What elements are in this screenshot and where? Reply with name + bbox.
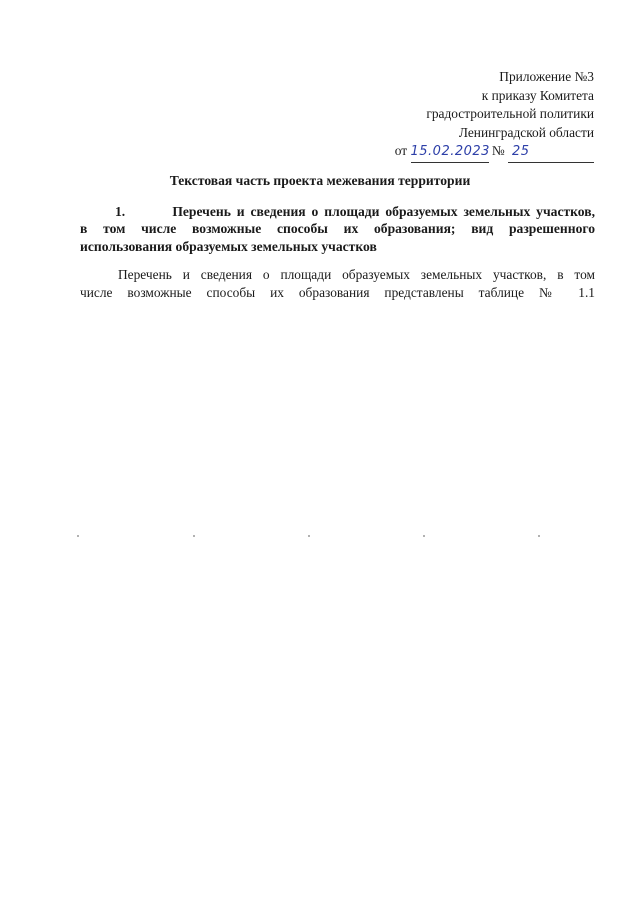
paragraph-row-1: Перечень и сведения о площади образуемых земельных участков, в том <box>118 267 595 282</box>
handwritten-date: 15.02.2023 <box>410 144 490 160</box>
section-number: 1. <box>115 204 126 219</box>
appendix-block <box>395 68 594 163</box>
paragraph-row-2: числе возможные способы их образования представлены таблице № 1.1 <box>80 285 595 300</box>
section-heading-text-3: использования образуемых земельных участков <box>80 238 377 254</box>
scan-artifact-dots <box>0 535 640 541</box>
section-heading-text-2: в том числе возможные способы их образования; вид разрешенного <box>80 221 595 237</box>
appendix-committee: градостроительной политики <box>426 106 594 122</box>
number-prefix: № <box>491 143 505 159</box>
section-heading-row <box>80 203 595 220</box>
appendix-order-ref: к приказу Комитета <box>481 87 594 103</box>
date-field <box>411 142 489 163</box>
handwritten-number: 25 <box>512 144 530 160</box>
section-heading-text-1: Перечень и сведения о площади образуемых земельных участков, <box>172 204 596 219</box>
date-number-line <box>395 142 594 163</box>
document-title: Текстовая часть проекта межевания территории <box>169 173 471 188</box>
section-heading <box>80 203 595 255</box>
appendix-region: Ленинградской области <box>458 124 594 140</box>
date-prefix: от <box>394 143 408 159</box>
appendix-title: Приложение №3 <box>499 69 594 84</box>
number-field <box>508 142 594 163</box>
body-paragraph <box>80 266 595 302</box>
